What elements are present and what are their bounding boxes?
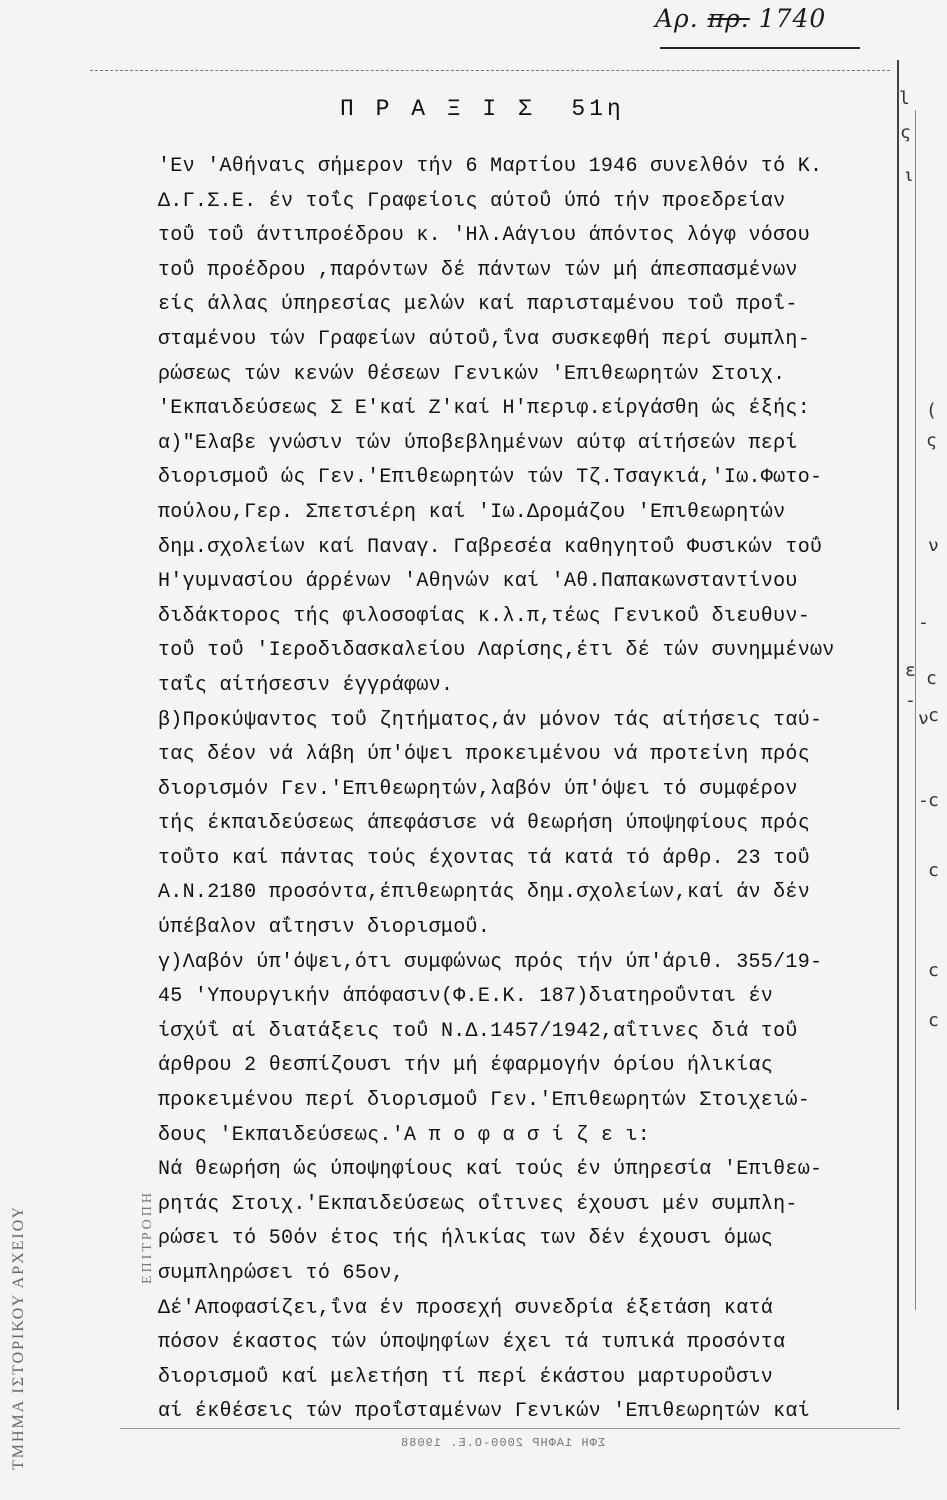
text-line: διορισμοΰ ώς Γεν.'Επιθεωρητών τών Τζ.Τσαγκιά,'Ιω.Φωτο- bbox=[158, 466, 823, 490]
text-line: ταΐς αίτήσεσιν έγγράφων. bbox=[158, 673, 454, 697]
margin-mark: - bbox=[918, 612, 929, 633]
margin-mark: c bbox=[928, 705, 939, 726]
text-line: τοΰτο καί πάντας τούς έχοντας τά κατά τό άρθρ. 23 τοΰ bbox=[158, 846, 811, 870]
text-line: 45 'Υπουργικήν άπόφασιν(Φ.Ε.Κ. 187)διατηροΰνται έν bbox=[158, 985, 774, 1009]
margin-mark: c bbox=[928, 960, 939, 981]
text-line: Α.Ν.2180 προσόντα,έπιθεωρητάς δημ.σχολείων,καί άν δέν bbox=[158, 881, 811, 905]
text-line: τής έκπαιδεύσεως άπεφάσισε νά θεωρήση ύποψηφίους πρός bbox=[158, 812, 811, 836]
text-line: συμπληρώσει τό 65ον, bbox=[158, 1262, 405, 1285]
text-line: ύπέβαλον αΐτησιν διορισμοΰ. bbox=[158, 916, 491, 940]
margin-mark: c bbox=[928, 1010, 939, 1031]
margin-mark: c bbox=[928, 860, 939, 881]
text-line: δους 'Εκπαιδεύσεως.'Α π ο φ α σ ί ζ ε ι: bbox=[158, 1123, 651, 1147]
bottom-rule bbox=[120, 1428, 900, 1429]
margin-mark: - bbox=[918, 790, 929, 811]
text-line: τας δέον νά λάβη ύπ'όψει προκειμένου νά προτείνη πρός bbox=[158, 743, 811, 767]
archive-stamp-strip bbox=[0, 1050, 60, 1500]
archive-stamp: ΤΜΗΜΑ ΙΣΤΟΡΙΚΟΥ ΑΡΧΕΙΟΥ bbox=[10, 1204, 27, 1470]
margin-mark: c bbox=[928, 790, 939, 811]
text-line: α)"Ελαβε γνώσιν τών ύποβεβλημένων αύτφ αίτήσεών περί bbox=[158, 431, 798, 455]
text-line: είς άλλας ύπηρεσίας μελών καί παρισταμένου τοΰ προΐ- bbox=[158, 293, 798, 317]
text-line: 'Εν 'Αθήναις σήμερον τήν 6 Μαρτίου 1946 συνελθόν τό Κ. bbox=[158, 155, 823, 178]
text-line: Η'γυμνασίου άρρένων 'Αθηνών καί 'Αθ.Παπακωνσταντίνου bbox=[158, 570, 798, 594]
margin-mark: ν bbox=[918, 708, 929, 729]
margin-mark: l bbox=[899, 88, 910, 109]
text-line: διορισμόν Γεν.'Επιθεωρητών,λαβόν ύπ'όψει τό συμφέρον bbox=[158, 777, 798, 801]
margin-mark: ς bbox=[900, 122, 911, 143]
document-title: Π Ρ Α Ξ Ι Σ 51η bbox=[340, 96, 625, 122]
top-dashed-rule bbox=[90, 70, 890, 71]
text-line: τοΰ τοΰ 'Ιεροδιδασκαλείου Λαρίσης,έτι δέ τών συνημμένων bbox=[158, 639, 835, 663]
text-line: ρώσει τό 50όν έτος τής ήλικίας των δέν έχουσι όμως bbox=[158, 1227, 774, 1251]
handnote-struck: πρ. bbox=[707, 4, 750, 33]
text-line: αί έκθέσεις τών προΐσταμένων Γενικών 'Επιθεωρητών καί bbox=[158, 1400, 811, 1424]
handnote-number: 1740 bbox=[758, 4, 827, 33]
margin-mark: ς bbox=[926, 430, 937, 451]
text-line: Δ.Γ.Σ.Ε. έν τοΐς Γραφείοις αύτοΰ ύπό τήν προεδρείαν bbox=[158, 189, 786, 213]
handnote-prefix: Αρ. bbox=[655, 4, 699, 33]
text-line: Δέ'Αποφασίζει,ΐνα έν προσεχή συνεδρία έξετάση κατά bbox=[158, 1296, 774, 1320]
handnote-underline bbox=[660, 47, 860, 49]
text-line: τοΰ προέδρου ,παρόντων δέ πάντων τών μή άπεσπασμένων bbox=[158, 258, 798, 282]
text-line: 'Εκπαιδεύσεως Σ Ε'καί Ζ'καί Η'περιφ.είργάσθη ώς έξής: bbox=[158, 397, 811, 421]
text-line: δημ.σχολείων καί Παναγ. Γαβρεσέα καθηγητοΰ Φυσικών τοΰ bbox=[158, 535, 823, 559]
printer-imprint: ΣΦΗ 1ΑΦΗΡ 2000-Ο.Ε. 19088 bbox=[400, 1436, 606, 1450]
document-body bbox=[158, 150, 898, 1430]
margin-mark: ( bbox=[926, 400, 937, 421]
margin-mark: ι bbox=[903, 165, 914, 186]
text-line: σταμένου τών Γραφείων αύτοΰ,ΐνα συσκεφθή περί συμπλη- bbox=[158, 327, 811, 351]
text-line: β)Προκύψαντος τοΰ ζητήματος,άν μόνον τάς αίτήσεις ταύ- bbox=[158, 708, 823, 732]
text-line: γ)Λαβόν ύπ'όψει,ότι συμφώνως πρός τήν ύπ'άριθ. 355/19- bbox=[158, 950, 823, 974]
text-line: πόσον έκαστος τών ύποψηφίων έχει τά τυπικά προσόντα bbox=[158, 1331, 786, 1355]
text-line: πούλου,Γερ. Σπετσιέρη καί 'Ιω.Δρομάζου 'Επιθεωρητών bbox=[158, 500, 786, 524]
text-line: ρητάς Στοιχ.'Εκπαιδεύσεως οΐτινες έχουσι μέν συμπλη- bbox=[158, 1192, 798, 1216]
margin-mark: - bbox=[905, 690, 916, 711]
margin-mark: ε bbox=[905, 660, 916, 681]
text-line: Νά θεωρήση ώς ύποψηφίους καί τούς έν ύπηρεσία 'Επιθεω- bbox=[158, 1158, 823, 1182]
handwritten-reference-number bbox=[655, 4, 826, 33]
text-line: διδάκτορος τής φιλοσοφίας κ.λ.π,τέως Γενικοΰ διευθυν- bbox=[158, 604, 811, 628]
text-line: άρθρου 2 θεσπίζουσι τήν μή έφαρμογήν όρίου ήλικίας bbox=[158, 1054, 774, 1078]
text-line: τοΰ τοΰ άντιπροέδρου κ. 'Ηλ.Αάγιου άπόντος λόγφ νόσου bbox=[158, 224, 811, 248]
text-line: διορισμοΰ καί μελετήση τί περί έκάστου μαρτυροΰσιν bbox=[158, 1365, 774, 1389]
margin-mark: c bbox=[926, 668, 937, 689]
text-line: ρώσεως τών κενών θέσεων Γενικών 'Επιθεωρητών Στοιχ. bbox=[158, 362, 786, 386]
text-line: ίσχύΐ αί διατάξεις τοΰ Ν.Δ.1457/1942,αΐτινες διά τοΰ bbox=[158, 1019, 798, 1043]
archive-stamp-secondary: ΕΠΙΤΡΟΠΗ bbox=[140, 1190, 155, 1284]
margin-mark: ν bbox=[928, 535, 939, 556]
text-line: προκειμένου περί διορισμοΰ Γεν.'Επιθεωρητών Στοιχειώ- bbox=[158, 1089, 811, 1113]
